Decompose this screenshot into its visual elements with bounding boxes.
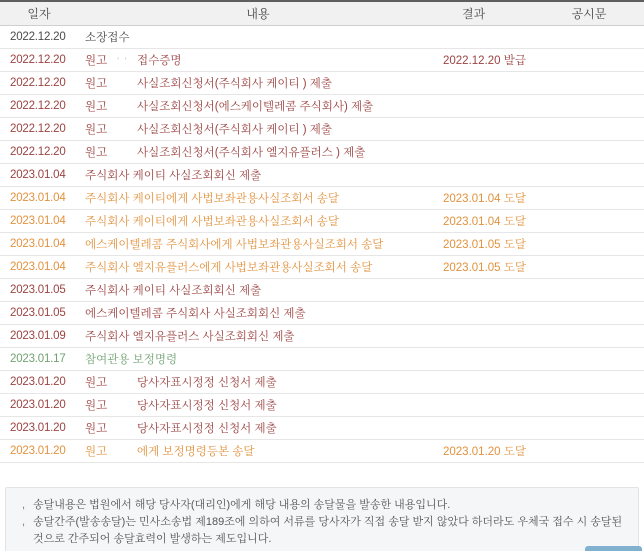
redacted-name-marks: ʹʹ — [117, 56, 133, 66]
row-party-label: 원고 — [85, 147, 108, 159]
row-content-text: 사실조회신청서(에스케이텔레콤 주식회사) 제출 — [137, 101, 374, 113]
row-content-text: 에스케이텔레콤 주식회사에게 사법보좌관용사실조회서 송달 — [85, 239, 384, 251]
column-header-result: 결과 — [462, 7, 486, 21]
row-content-text: 사실조회신청서(주식회사 엘지유플러스 ) 제출 — [137, 147, 366, 159]
row-content-text: 사실조회신청서(주식회사 케이티 ) 제출 — [137, 78, 332, 90]
row-content — [78, 397, 438, 413]
footnote-item — [22, 497, 624, 514]
row-date: 2023.01.20 — [10, 445, 66, 457]
table-header-row — [0, 0, 644, 26]
table-row — [0, 256, 644, 279]
row-party-label: 원고 — [85, 446, 108, 458]
row-date: 2023.01.04 — [10, 238, 66, 250]
row-content — [78, 29, 438, 45]
row-date: 2022.12.20 — [10, 100, 66, 112]
row-date: 2023.01.04 — [10, 261, 66, 273]
table-row — [0, 95, 644, 118]
table-row — [0, 348, 644, 371]
row-content — [78, 167, 438, 183]
row-party-label: 원고 ʹʹ — [85, 55, 133, 67]
row-date: 2022.12.20 — [10, 54, 66, 66]
row-content — [78, 52, 438, 68]
row-date: 2022.12.20 — [10, 77, 66, 89]
case-history-table-body — [0, 26, 644, 463]
row-content — [78, 328, 438, 344]
table-row — [0, 210, 644, 233]
footnote-text: 송달내용은 법원에서 해당 당사자(대리인)에게 해당 내용의 송달물을 발송한 내용입니다. — [33, 499, 451, 511]
row-content-text: 사실조회신청서(주식회사 케이티 ) 제출 — [137, 124, 332, 136]
row-content — [78, 190, 438, 206]
row-content-text: 에스케이텔레콤 주식회사 사실조회회신 제출 — [85, 308, 306, 320]
row-content — [78, 98, 438, 114]
row-content — [78, 75, 438, 91]
column-header-notice: 공시문 — [571, 7, 607, 21]
row-result: 2023.01.04 도달 — [443, 216, 526, 228]
table-row — [0, 394, 644, 417]
table-row — [0, 72, 644, 95]
table-row — [0, 440, 644, 463]
row-content — [78, 282, 438, 298]
row-content — [78, 236, 438, 252]
delivery-footnotes-box — [5, 487, 639, 551]
row-content — [78, 420, 438, 436]
row-date: 2023.01.04 — [10, 192, 66, 204]
row-content — [78, 374, 438, 390]
row-content-text: 당사자표시정정 신청서 제출 — [137, 423, 277, 435]
row-result: 2023.01.05 도달 — [443, 239, 526, 251]
row-result: 2023.01.05 도달 — [443, 262, 526, 274]
row-date: 2023.01.04 — [10, 215, 66, 227]
table-row — [0, 233, 644, 256]
row-content — [78, 305, 438, 321]
table-row — [0, 325, 644, 348]
row-content — [78, 213, 438, 229]
row-content-text: 주식회사 엘지유플러스 사실조회회신 제출 — [85, 331, 295, 343]
row-party-label: 원고 — [85, 101, 108, 113]
row-content-text: 주식회사 케이티 사실조회회신 제출 — [85, 170, 262, 182]
row-content-text: 주식회사 케이티에게 사법보좌관용사실조회서 송달 — [85, 216, 339, 228]
row-result: 2023.01.04 도달 — [443, 193, 526, 205]
column-header-date: 일자 — [27, 7, 51, 21]
row-content-text: 참여관용 보정명령 — [85, 354, 178, 366]
table-row — [0, 49, 644, 72]
row-date: 2022.12.20 — [10, 146, 66, 158]
row-content-text: 주식회사 케이티에게 사법보좌관용사실조회서 송달 — [85, 193, 339, 205]
row-date: 2022.12.20 — [10, 31, 66, 43]
footnote-text: 송달간주(발송송달)는 민사소송법 제189조에 의하여 서류를 당사자가 직접 송달 받지 않았다 하더라도 우체국 접수 시 송달된 것으로 간주되어 송달효력이 발생하는 제도입니다. — [33, 516, 623, 546]
row-party-label: 원고 — [85, 400, 108, 412]
table-row — [0, 371, 644, 394]
row-date: 2023.01.20 — [10, 399, 66, 411]
row-date: 2023.01.20 — [10, 422, 66, 434]
row-date: 2023.01.17 — [10, 353, 66, 365]
row-content-text: 소장접수 — [85, 32, 130, 44]
table-row — [0, 187, 644, 210]
row-party-label: 원고 — [85, 78, 108, 90]
row-date: 2023.01.20 — [10, 376, 66, 388]
table-row — [0, 279, 644, 302]
row-content — [78, 259, 438, 275]
row-content-text: 주식회사 엘지유플러스에게 사법보좌관용사실조회서 송달 — [85, 262, 373, 274]
row-content — [78, 144, 438, 160]
row-result: 2023.01.20 도달 — [443, 446, 526, 458]
row-content-text: 당사자표시정정 신청서 제출 — [137, 400, 277, 412]
table-row — [0, 26, 644, 49]
table-row — [0, 417, 644, 440]
row-date: 2022.12.20 — [10, 123, 66, 135]
row-content — [78, 121, 438, 137]
table-row — [0, 141, 644, 164]
row-content — [78, 351, 438, 367]
table-row — [0, 118, 644, 141]
row-content — [78, 443, 438, 459]
row-party-label: 원고 — [85, 124, 108, 136]
row-date: 2023.01.04 — [10, 169, 66, 181]
footnote-bullet: , — [22, 499, 26, 511]
row-date: 2023.01.05 — [10, 307, 66, 319]
row-content-text: 당사자표시정정 신청서 제출 — [137, 377, 277, 389]
row-date: 2023.01.09 — [10, 330, 66, 342]
row-content-text: 에게 보정명령등본 송달 — [137, 446, 255, 458]
footnote-item — [22, 514, 624, 548]
cutoff-button-top-edge[interactable] — [585, 546, 642, 551]
footnote-bullet: , — [22, 516, 26, 529]
table-row — [0, 164, 644, 187]
row-content-text: 주식회사 케이티 사실조회회신 제출 — [85, 285, 262, 297]
row-party-label: 원고 — [85, 423, 108, 435]
row-result: 2022.12.20 발급 — [443, 55, 526, 67]
row-party-label: 원고 — [85, 377, 108, 389]
row-date: 2023.01.05 — [10, 284, 66, 296]
column-header-content: 내용 — [246, 7, 270, 21]
row-content-text: 접수증명 — [137, 55, 182, 67]
table-row — [0, 302, 644, 325]
